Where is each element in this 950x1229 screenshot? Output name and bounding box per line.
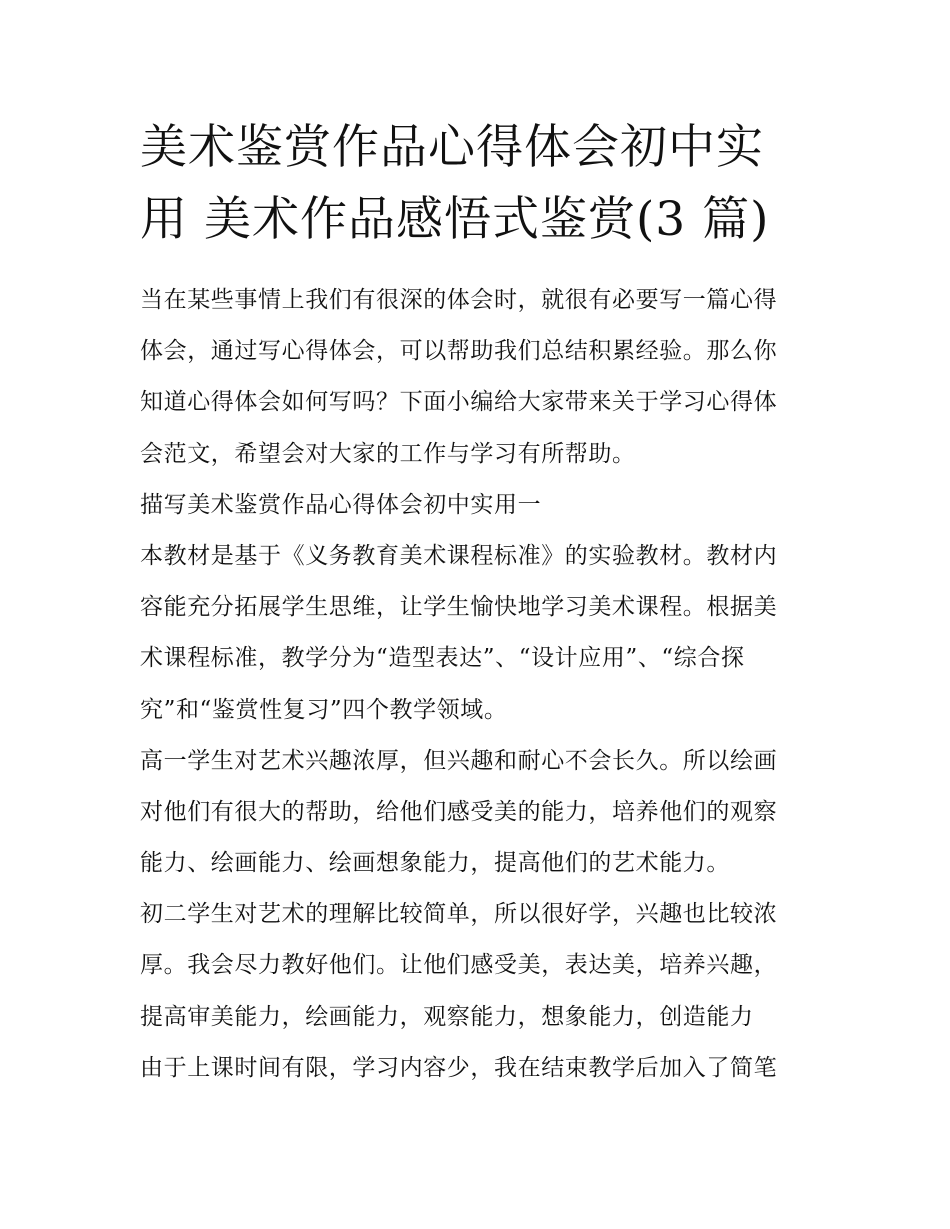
- body-line: 知道心得体会如何写吗？下面小编给大家带来关于学习心得体: [140, 389, 778, 416]
- body-line: 当在某些事情上我们有很深的体会时，就很有必要写一篇心得: [140, 287, 778, 313]
- body-line: 能力、绘画能力、绘画想象能力，提高他们的艺术能力。: [140, 850, 730, 877]
- document-title: [140, 112, 820, 256]
- body-line: 会范文，希望会对大家的工作与学习有所帮助。: [140, 440, 636, 467]
- body-line: 高一学生对艺术兴趣浓厚，但兴趣和耐心不会长久。所以绘画: [140, 747, 778, 774]
- section-heading: 描写美术鉴赏作品心得体会初中实用一: [140, 491, 542, 518]
- body-line: 容能充分拓展学生思维，让学生愉快地学习美术课程。根据美: [140, 594, 778, 621]
- body-line: 厚。我会尽力教好他们。让他们感受美，表达美，培养兴趣，: [140, 952, 778, 979]
- body-line: 究”和“鉴赏性复习”四个教学领域。: [140, 696, 508, 723]
- body-line: 提高审美能力，绘画能力，观察能力，想象能力，创造能力: [140, 1003, 754, 1030]
- body-line: 术课程标准，教学分为“造型表达”、“设计应用”、“综合探: [140, 645, 745, 672]
- title-line: 美术鉴赏作品心得体会初中实: [140, 120, 764, 175]
- body-line: 体会，通过写心得体会，可以帮助我们总结积累经验。那么你: [140, 338, 778, 365]
- body-line: 对他们有很大的帮助，给他们感受美的能力，培养他们的观察: [140, 798, 778, 825]
- body-line: 本教材是基于《义务教育美术课程标准》的实验教材。教材内: [140, 542, 778, 569]
- body-line: 初二学生对艺术的理解比较简单，所以很好学，兴趣也比较浓: [140, 901, 778, 928]
- title-line: 用 美术作品感悟式鉴赏(3 篇): [140, 192, 770, 247]
- document-body: [140, 275, 830, 1094]
- body-line: 由于上课时间有限，学习内容少，我在结束教学后加入了简笔: [140, 1054, 778, 1081]
